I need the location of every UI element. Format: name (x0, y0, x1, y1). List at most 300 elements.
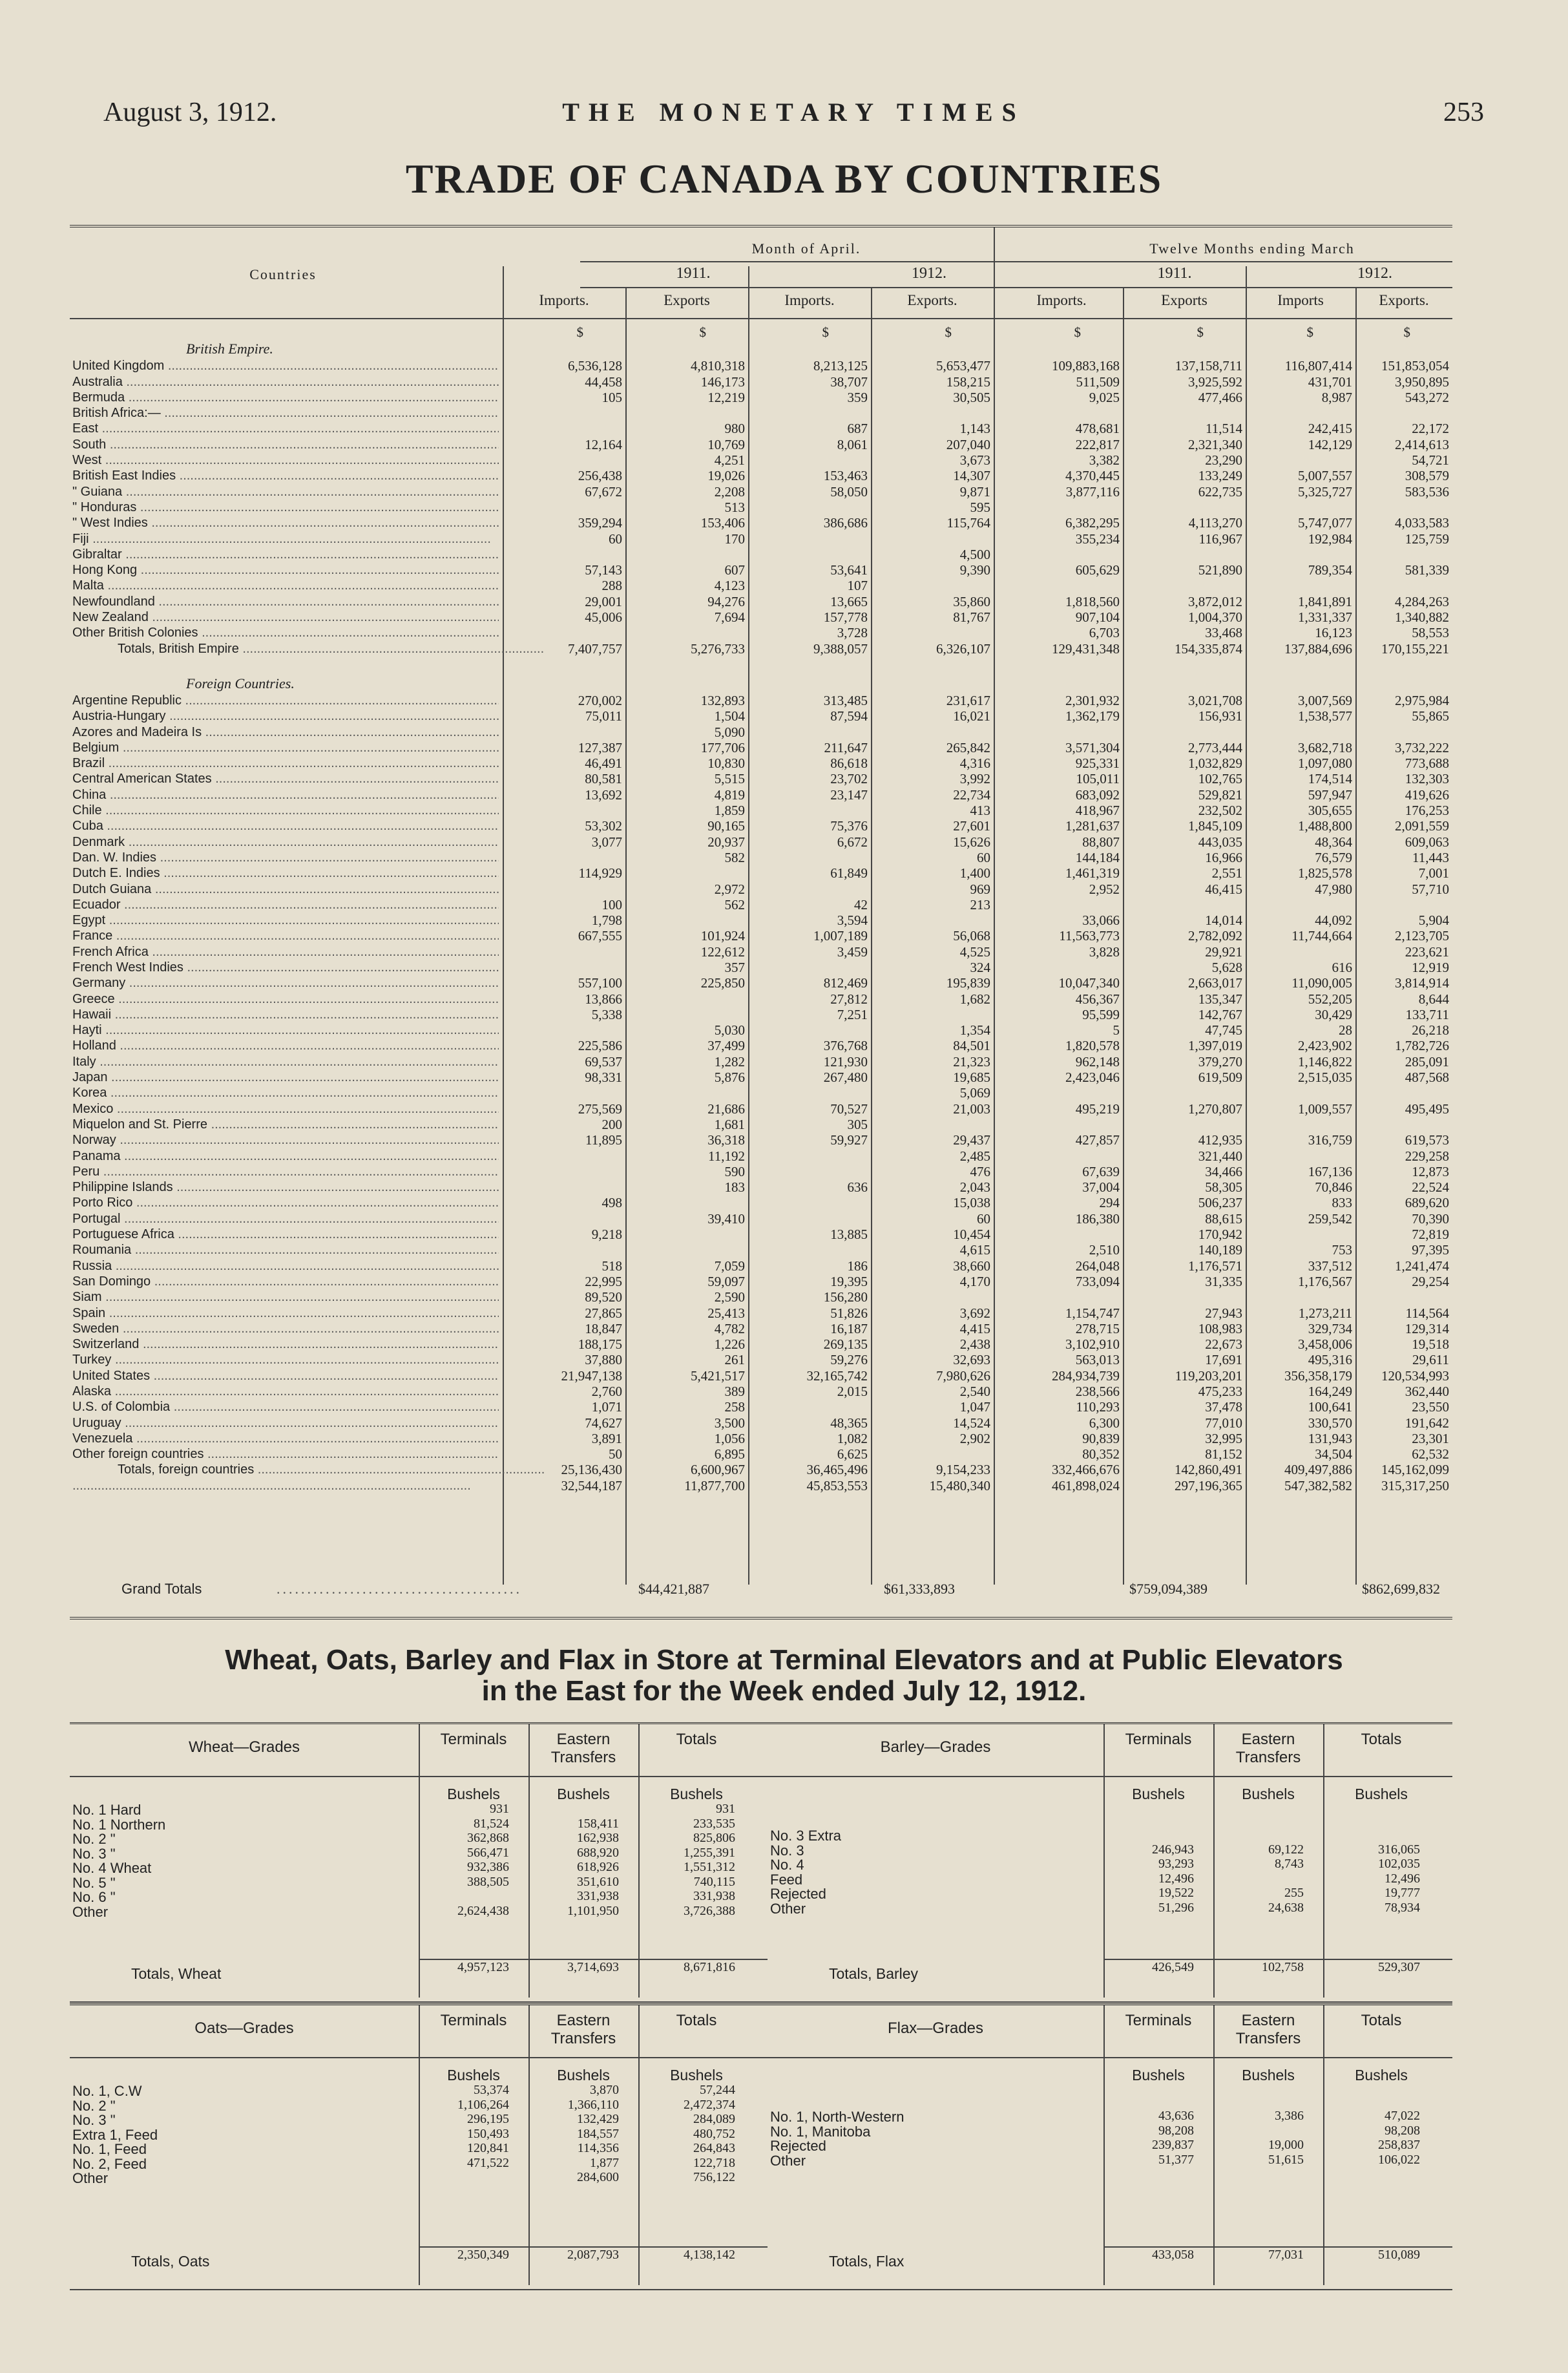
country-name: Other foreign countries ..... (72, 1446, 499, 1462)
grain-value: 106,022 (1378, 2152, 1420, 2167)
trade-value: 29,001 (585, 593, 622, 609)
grade-name: Other (72, 1903, 109, 1920)
trade-value: 122,612 (700, 944, 745, 960)
grade-name: No. 2, Feed (72, 2155, 147, 2172)
table-row (70, 991, 1452, 1007)
table-row (70, 1179, 1452, 1195)
trade-value: 1,504 (714, 708, 745, 724)
country-name: Switzerland ..... (72, 1336, 499, 1352)
trade-value: 86,618 (830, 755, 868, 772)
trade-value: 359 (847, 389, 868, 405)
trade-value: 609,063 (1405, 834, 1449, 850)
trade-value: 114,929 (578, 865, 622, 881)
grain-total-value: 426,549 (1152, 1960, 1194, 1974)
trade-value: 1,143 (959, 421, 990, 437)
trade-value: 81,152 (1205, 1446, 1242, 1462)
grain-total-label: Totals, Flax (829, 2253, 904, 2270)
table-row (70, 547, 1452, 562)
grade-name: No. 3 " (72, 1845, 116, 1862)
group-month-april: Month of April. (751, 240, 861, 257)
country-name: Japan ..... (72, 1070, 499, 1085)
trade-value: 232,502 (1198, 803, 1242, 819)
currency-symbol: $ (945, 324, 952, 340)
trade-value: 5,904 (1418, 912, 1449, 929)
trade-value: 3,950,895 (1395, 374, 1449, 390)
trade-value: 6,672 (837, 834, 868, 850)
trade-value: 513 (724, 499, 745, 515)
trade-value: 733,094 (1075, 1273, 1120, 1289)
grade-name: No. 2 " (72, 2097, 116, 2114)
trade-value: 2,414,613 (1395, 436, 1449, 452)
trade-value: 379,270 (1198, 1053, 1242, 1070)
grades-header: Oats—Grades (194, 2020, 294, 2037)
trade-value: 6,300 (1089, 1415, 1120, 1431)
grain-value: 57,244 (700, 2083, 735, 2097)
trade-value: 2,015 (837, 1384, 868, 1399)
grain-value: 351,610 (577, 1874, 619, 1889)
trade-value: 1,818,560 (1065, 593, 1120, 609)
country-name: Venezuela ..... (72, 1431, 499, 1446)
country-name: Austria-Hungary ..... (72, 708, 499, 724)
country-name: Hayti ..... (72, 1022, 499, 1038)
trade-value: 167,136 (1308, 1163, 1352, 1179)
barley-table (768, 1722, 1452, 2002)
trade-value: 1,154,747 (1065, 1305, 1120, 1321)
trade-value: 87,594 (830, 708, 868, 724)
trade-value: 4,615 (959, 1242, 990, 1258)
trade-value: 1,004,370 (1188, 609, 1242, 626)
trade-value: 3,382 (1089, 452, 1120, 469)
grain-value: 98,208 (1158, 2123, 1194, 2138)
page-header (103, 97, 1484, 136)
unit-label: Bushels (447, 2067, 500, 2083)
table-row (70, 1117, 1452, 1132)
column-header: Exports. (1379, 292, 1429, 308)
trade-value: 4,810,318 (691, 358, 745, 374)
trade-value: 495,219 (1075, 1101, 1120, 1117)
trade-value: 313,485 (823, 692, 868, 708)
trade-value: 563,013 (1075, 1352, 1120, 1368)
trade-value: 129,314 (1405, 1320, 1449, 1336)
trade-value: 170,942 (1198, 1227, 1242, 1243)
currency-row (70, 324, 1452, 340)
country-name: " Honduras ..... (72, 500, 499, 515)
table-row (70, 897, 1452, 912)
trade-value: 413 (970, 803, 990, 819)
grain-value: 825,806 (693, 1831, 735, 1845)
trade-value: 23,290 (1205, 452, 1242, 469)
column-header: Exports. (907, 292, 957, 308)
grain-value: 284,089 (693, 2112, 735, 2126)
grain-value: 1,101,950 (567, 1903, 619, 1918)
trade-value: 11,192 (708, 1148, 745, 1164)
table-row (70, 1305, 1452, 1321)
trade-value: 9,025 (1089, 389, 1120, 405)
trade-value: 3,877,116 (1065, 483, 1120, 500)
trade-value: 3,021,708 (1188, 692, 1242, 708)
grain-column-header: Totals (676, 2012, 717, 2029)
trade-value: 57,143 (585, 562, 622, 578)
trade-value: 13,885 (830, 1227, 868, 1243)
currency-symbol: $ (822, 324, 829, 340)
column-header: Imports. (1036, 292, 1087, 308)
year-header: 1911. (1157, 265, 1192, 282)
table-row (70, 755, 1452, 771)
trade-value: 969 (970, 881, 990, 897)
grain-total-value: 3,714,693 (567, 1960, 619, 1974)
grain-value: 239,837 (1152, 2138, 1194, 2152)
flax-table (768, 2003, 1452, 2290)
unit-label: Bushels (1242, 2067, 1295, 2083)
trade-table-body (70, 324, 1452, 1493)
trade-value: 88,615 (1205, 1210, 1242, 1227)
trade-value: 22,673 (1205, 1336, 1242, 1353)
trade-value: 2,485 (959, 1148, 990, 1164)
trade-value: 75,376 (830, 818, 868, 834)
table-row (70, 1007, 1452, 1022)
trade-value: 72,819 (1412, 1227, 1449, 1243)
trade-value: 308,579 (1405, 468, 1449, 484)
trade-value: 7,059 (714, 1258, 745, 1274)
trade-value: 4,370,445 (1065, 468, 1120, 484)
trade-value: 21,947,138 (561, 1367, 622, 1384)
trade-value: 3,682,718 (1298, 739, 1352, 755)
trade-value: 8,987 (1321, 389, 1352, 405)
trade-value: 3,077 (591, 834, 622, 850)
grain-title-line: Wheat, Oats, Barley and Flax in Store at Terminal Elevators and at Public Elevators (225, 1644, 1343, 1676)
currency-symbol: $ (576, 324, 583, 340)
trade-value: 58,050 (830, 483, 868, 500)
grain-title-line: in the East for the Week ended July 12, 1912. (481, 1675, 1087, 1707)
trade-value: 518 (601, 1258, 622, 1274)
trade-value: 7,001 (1418, 865, 1449, 881)
trade-value: 3,594 (837, 912, 868, 929)
country-name: Mexico ..... (72, 1101, 499, 1117)
trade-value: 35,860 (953, 593, 990, 609)
table-row (70, 881, 1452, 897)
trade-value: 1,362,179 (1065, 708, 1120, 724)
country-name: Hawaii ..... (72, 1007, 499, 1022)
table-row (70, 437, 1452, 452)
grain-value: 316,065 (1378, 1842, 1420, 1857)
trade-value: 15,626 (953, 834, 990, 850)
trade-value: 11,443 (1412, 849, 1449, 865)
trade-value: 116,807,414 (1284, 358, 1352, 374)
trade-value: 18,847 (585, 1320, 622, 1336)
table-row (70, 1195, 1452, 1210)
table-row (70, 1399, 1452, 1415)
trade-value: 619,509 (1198, 1070, 1242, 1086)
grain-value: 78,934 (1385, 1900, 1420, 1915)
grade-name: No. 1, North-Western (770, 2109, 904, 2125)
grade-name: No. 1 Northern (72, 1816, 166, 1833)
trade-value: 170 (724, 531, 745, 547)
country-name: Panama ..... (72, 1148, 499, 1164)
country-name: Sweden ..... (72, 1321, 499, 1336)
trade-value: 6,326,107 (936, 640, 990, 657)
trade-value: 177,706 (700, 739, 745, 755)
trade-value: 2,551 (1211, 865, 1242, 881)
trade-value: 10,769 (707, 436, 745, 452)
trade-value: 4,316 (959, 755, 990, 772)
grain-value: 184,557 (577, 2126, 619, 2141)
trade-value: 80,352 (1082, 1446, 1120, 1462)
trade-value: 101,924 (700, 928, 745, 944)
grand-totals-row (70, 1581, 1452, 1604)
trade-value: 33,468 (1205, 625, 1242, 641)
issue-date: August 3, 1912. (103, 98, 277, 127)
trade-value: 2,540 (959, 1384, 990, 1399)
trade-value: 98,331 (585, 1070, 622, 1086)
grand-total-value: $61,333,893 (884, 1581, 955, 1597)
trade-value: 211,647 (824, 739, 868, 755)
trade-value: 1,056 (714, 1430, 745, 1446)
trade-value: 115,764 (946, 515, 990, 531)
trade-value: 51,826 (830, 1305, 868, 1321)
trade-value: 195,839 (946, 975, 990, 991)
grade-name: No. 2 " (72, 1831, 116, 1847)
trade-value: 324 (970, 959, 990, 975)
trade-value: 10,830 (707, 755, 745, 772)
country-name: Belgium ..... (72, 740, 499, 755)
country-name (72, 1478, 499, 1493)
table-row (70, 771, 1452, 786)
trade-value: 419,626 (1405, 786, 1449, 803)
trade-value: 3,673 (959, 452, 990, 469)
grade-name: No. 4 (770, 1857, 804, 1873)
country-name: Totals, British Empire ..... (72, 641, 544, 657)
country-name: United Kingdom ..... (72, 358, 499, 374)
trade-value: 329,734 (1308, 1320, 1352, 1336)
trade-value: 2,760 (591, 1384, 622, 1399)
trade-value: 170,155,221 (1381, 640, 1449, 657)
trade-value: 477,466 (1198, 389, 1242, 405)
unit-label: Bushels (1355, 1786, 1408, 1802)
grain-total-value: 77,031 (1268, 2248, 1304, 2262)
trade-value: 6,895 (714, 1446, 745, 1462)
trade-value: 144,184 (1075, 849, 1120, 865)
trade-value: 418,967 (1075, 803, 1120, 819)
trade-value: 389 (724, 1384, 745, 1399)
country-name: Malta ..... (72, 578, 499, 593)
table-row (70, 1242, 1452, 1258)
journal-title: THE MONETARY TIMES (562, 98, 1025, 127)
total-row-british (70, 641, 1452, 657)
table-row (70, 358, 1452, 374)
trade-value: 153,463 (823, 468, 868, 484)
table-row (70, 865, 1452, 881)
trade-value: 5,421,517 (691, 1367, 745, 1384)
trade-value: 16,966 (1205, 849, 1242, 865)
country-name: Portuguese Africa ..... (72, 1227, 499, 1242)
trade-value: 605,629 (1075, 562, 1120, 578)
grain-column-header: Terminals (1125, 2012, 1192, 2029)
grain-value: 81,524 (474, 1816, 509, 1831)
trade-value: 69,537 (585, 1053, 622, 1070)
grain-value: 740,115 (693, 1874, 735, 1889)
trade-value: 22,995 (585, 1273, 622, 1289)
trade-value: 31,335 (1205, 1273, 1242, 1289)
trade-value: 108,983 (1198, 1320, 1242, 1336)
trade-value: 125,759 (1405, 531, 1449, 547)
trade-value: 543,272 (1405, 389, 1449, 405)
trade-value: 4,123 (714, 578, 745, 594)
trade-value: 13,692 (585, 786, 622, 803)
grain-value: 932,386 (467, 1860, 509, 1874)
grain-total-value: 510,089 (1378, 2248, 1420, 2262)
trade-value: 102,765 (1198, 771, 1242, 787)
trade-value: 3,692 (959, 1305, 990, 1321)
country-name: Dutch E. Indies ..... (72, 865, 499, 881)
country-name: Italy ..... (72, 1054, 499, 1070)
trade-value: 583,536 (1405, 483, 1449, 500)
trade-value: 22,172 (1412, 421, 1449, 437)
trade-table (70, 225, 1452, 1619)
trade-value: 7,694 (714, 609, 745, 626)
trade-value: 140,189 (1198, 1242, 1242, 1258)
grain-total-value: 2,087,793 (567, 2248, 619, 2262)
trade-value: 498 (601, 1195, 622, 1211)
trade-value: 2,091,559 (1395, 818, 1449, 834)
trade-value: 76,579 (1315, 849, 1352, 865)
year-header: 1912. (912, 265, 946, 282)
currency-symbol: $ (1306, 324, 1313, 340)
trade-value: 33,066 (1082, 912, 1120, 929)
trade-value: 11,090,005 (1291, 975, 1352, 991)
trade-value: 6,703 (1089, 625, 1120, 641)
trade-value: 330,570 (1308, 1415, 1352, 1431)
trade-value: 3,872,012 (1188, 593, 1242, 609)
trade-value: 5,628 (1211, 959, 1242, 975)
trade-value: 9,871 (959, 483, 990, 500)
trade-value: 321,440 (1198, 1148, 1242, 1164)
trade-value: 16,021 (953, 708, 990, 724)
countries-header: Countries (249, 266, 317, 282)
table-row (70, 500, 1452, 515)
unit-label: Bushels (557, 2067, 610, 2083)
trade-value: 27,601 (953, 818, 990, 834)
grade-name: Rejected (770, 2138, 826, 2154)
trade-value: 288 (601, 578, 622, 594)
trade-value: 77,010 (1205, 1415, 1242, 1431)
trade-value: 1,282 (714, 1053, 745, 1070)
table-row (70, 405, 1452, 421)
trade-value: 56,068 (953, 928, 990, 944)
table-row (70, 1446, 1452, 1462)
trade-value: 151,853,054 (1381, 358, 1449, 374)
grain-total-value: 529,307 (1378, 1960, 1420, 1974)
trade-value: 153,406 (700, 515, 745, 531)
trade-value: 9,218 (591, 1227, 622, 1243)
grain-value: 8,743 (1275, 1857, 1304, 1871)
trade-value: 4,170 (959, 1273, 990, 1289)
trade-value: 2,590 (714, 1289, 745, 1305)
grain-value: 12,496 (1158, 1871, 1194, 1886)
trade-value: 13,665 (830, 593, 868, 609)
grade-name: No. 3 (770, 1842, 804, 1859)
grain-value: 388,505 (467, 1874, 509, 1889)
trade-value: 3,732,222 (1395, 739, 1449, 755)
column-header: Exports (1161, 292, 1207, 308)
country-name: Portugal ..... (72, 1211, 499, 1227)
trade-value: 285,091 (1405, 1053, 1449, 1070)
trade-value: 81,767 (953, 609, 990, 626)
column-header: Exports (664, 292, 710, 308)
trade-value: 1,354 (959, 1022, 990, 1039)
trade-value: 38,707 (830, 374, 868, 390)
country-name: Turkey ..... (72, 1352, 499, 1367)
trade-value: 2,043 (959, 1179, 990, 1196)
grain-value: 255 (1284, 1886, 1304, 1900)
trade-value: 667,555 (578, 928, 622, 944)
country-name: British East Indies ..... (72, 468, 499, 483)
trade-value: 10,047,340 (1058, 975, 1120, 991)
trade-value: 34,466 (1205, 1163, 1242, 1179)
grain-value: 120,841 (467, 2141, 509, 2155)
country-name: China ..... (72, 787, 499, 803)
trade-value: 511,509 (1076, 374, 1120, 390)
trade-value: 223,621 (1405, 944, 1449, 960)
table-row (70, 975, 1452, 991)
trade-value: 4,500 (959, 546, 990, 562)
trade-value: 109,883,168 (1052, 358, 1120, 374)
country-name: Spain ..... (72, 1305, 499, 1321)
grain-total-value: 2,350,349 (457, 2248, 509, 2262)
country-name: Roumania ..... (72, 1242, 499, 1258)
trade-value: 619,573 (1405, 1132, 1449, 1148)
country-name: Other British Colonies ..... (72, 625, 499, 640)
trade-value: 3,007,569 (1298, 692, 1352, 708)
country-name: Gibraltar ..... (72, 547, 499, 562)
grade-name: No. 4 Wheat (72, 1860, 152, 1876)
trade-value: 461,898,024 (1052, 1477, 1120, 1493)
grain-value: 756,122 (693, 2170, 735, 2184)
trade-value: 70,390 (1412, 1210, 1449, 1227)
trade-value: 1,226 (714, 1336, 745, 1353)
table-row (70, 1085, 1452, 1101)
trade-value: 2,123,705 (1395, 928, 1449, 944)
grain-value: 284,600 (577, 2170, 619, 2184)
country-name: Argentine Republic ..... (72, 693, 499, 708)
trade-value: 3,891 (591, 1430, 622, 1446)
trade-value: 14,307 (953, 468, 990, 484)
grade-name: Feed (770, 1871, 803, 1888)
trade-value: 48,364 (1315, 834, 1352, 850)
table-row (70, 1274, 1452, 1289)
trade-value: 6,600,967 (691, 1462, 745, 1478)
trade-value: 315,317,250 (1381, 1477, 1449, 1493)
country-name: Peru ..... (72, 1164, 499, 1179)
trade-value: 67,672 (585, 483, 622, 500)
trade-value: 337,512 (1308, 1258, 1352, 1274)
country-name: British Africa:— ..... (72, 405, 499, 421)
grain-value: 264,843 (693, 2141, 735, 2155)
trade-value: 2,663,017 (1188, 975, 1242, 991)
trade-value: 1,082 (837, 1430, 868, 1446)
trade-value: 1,397,019 (1188, 1038, 1242, 1054)
trade-value: 305 (847, 1116, 868, 1132)
trade-value: 962,148 (1075, 1053, 1120, 1070)
trade-value: 1,331,337 (1298, 609, 1352, 626)
trade-value: 110,293 (1076, 1399, 1120, 1415)
trade-value: 11,877,700 (684, 1477, 745, 1493)
grain-column-header: Eastern Transfers (550, 2012, 616, 2047)
country-name: Totals, foreign countries ..... (72, 1462, 544, 1477)
trade-value: 11,895 (585, 1132, 622, 1148)
trade-value: 174,514 (1308, 771, 1352, 787)
trade-value: 14,524 (953, 1415, 990, 1431)
grain-value: 158,411 (577, 1816, 619, 1831)
